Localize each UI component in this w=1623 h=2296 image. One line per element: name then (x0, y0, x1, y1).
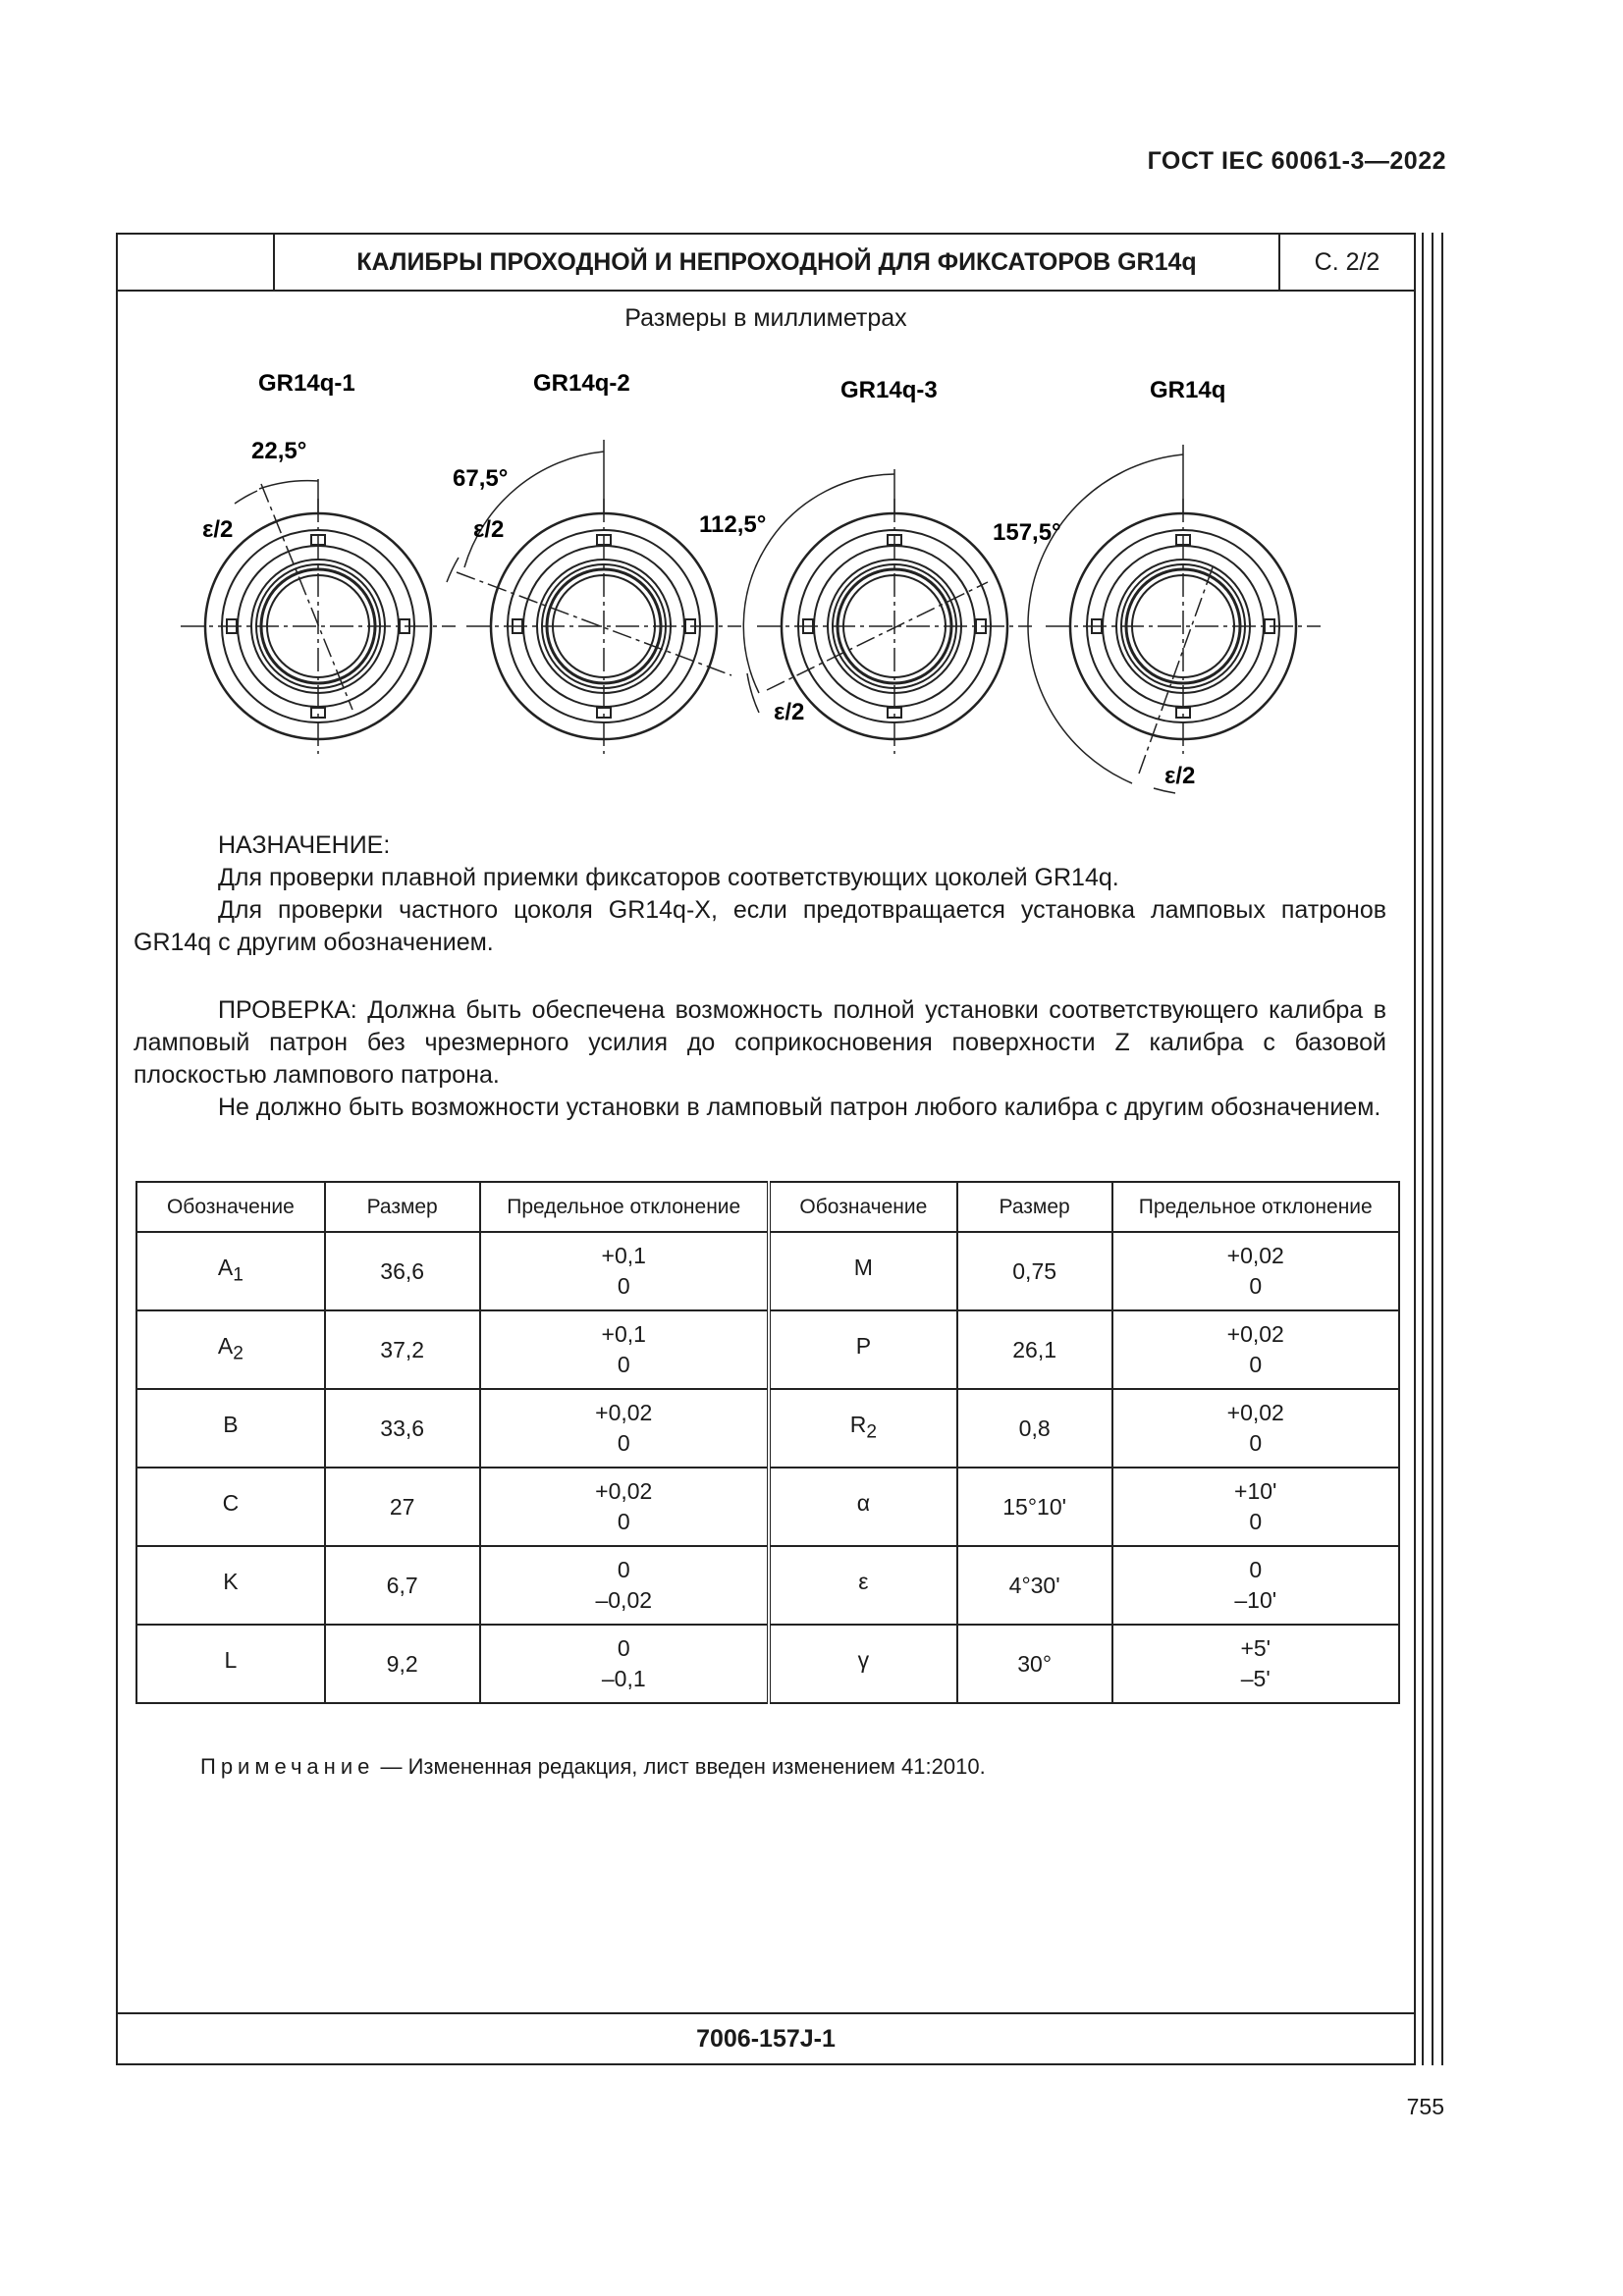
designation: P (769, 1310, 957, 1389)
tolerance: +0,02 0 (1112, 1310, 1399, 1389)
gauge-2-eps: ε/2 (473, 516, 505, 543)
sheet-code: 7006-157J-1 (118, 2012, 1414, 2063)
tolerance: 0 –0,02 (480, 1546, 769, 1625)
designation: α (769, 1468, 957, 1546)
check-text-1: ПРОВЕРКА: Должна быть обеспечена возможность полной установки соответствующего калибра в ламповый патрон без чрезмерного усилия до соприкосновения поверхности Z калибра с базовой плоскостью лампового патрона. (134, 996, 1386, 1089)
designation: $R_2$ (769, 1389, 957, 1468)
tolerance: +0,1 0 (480, 1232, 769, 1310)
size: 9,2 (325, 1625, 480, 1703)
purpose-heading: НАЗНАЧЕНИЕ: (218, 831, 391, 859)
designation: B (136, 1389, 325, 1468)
gauge-1-eps: ε/2 (202, 516, 234, 543)
size: 0,8 (957, 1389, 1112, 1468)
size: 27 (325, 1468, 480, 1546)
units-note: Размеры в миллиметрах (624, 304, 907, 332)
col-size: Размер (325, 1182, 480, 1232)
col-designation-2: Обозначение (769, 1182, 957, 1232)
col-tolerance-2: Предельное отклонение (1112, 1182, 1399, 1232)
tolerance: +0,02 0 (480, 1389, 769, 1468)
table-header-row (136, 1182, 1399, 1232)
designation: $A_2$ (136, 1310, 325, 1389)
table-row (136, 1310, 1399, 1389)
tolerance: +5' –5' (1112, 1625, 1399, 1703)
purpose-line-1: Для проверки плавной приемки фиксаторов соответствующих цоколей GR14q. (218, 864, 1119, 891)
gauge-3-title: GR14q-3 (840, 377, 938, 403)
tolerance: +0,02 0 (480, 1468, 769, 1546)
size: 26,1 (957, 1310, 1112, 1389)
check-section (116, 994, 1416, 1124)
size: 36,6 (325, 1232, 480, 1310)
standard-number: ГОСТ IEC 60061-3—2022 (1147, 147, 1446, 175)
purpose-line-2: Для проверки частного цоколя GR14q-X, если предотвращается установка ламповых патронов GR14q с другим обозначением. (134, 896, 1386, 956)
gauge-3-eps: ε/2 (774, 699, 805, 725)
sheet-page: С. 2/2 (1314, 247, 1380, 276)
designation: $A_1$ (136, 1232, 325, 1310)
table-row (136, 1389, 1399, 1468)
sheet-title: КАЛИБРЫ ПРОХОДНОЙ И НЕПРОХОДНОЙ ДЛЯ ФИКСАТОРОВ GR14q (275, 235, 1280, 290)
note-label: Примечание (200, 1754, 375, 1779)
tolerance: 0 –10' (1112, 1546, 1399, 1625)
table-row (136, 1468, 1399, 1546)
designation: γ (769, 1625, 957, 1703)
designation: L (136, 1625, 325, 1703)
gauge-3-angle: 112,5° (699, 511, 767, 538)
size: 0,75 (957, 1232, 1112, 1310)
col-designation: Обозначение (136, 1182, 325, 1232)
tolerance: 0 –0,1 (480, 1625, 769, 1703)
table-row (136, 1546, 1399, 1625)
designation: M (769, 1232, 957, 1310)
gauge-4-angle: 157,5° (993, 519, 1061, 546)
tolerance: +0,02 0 (1112, 1389, 1399, 1468)
size: 6,7 (325, 1546, 480, 1625)
size: 30° (957, 1625, 1112, 1703)
size: 37,2 (325, 1310, 480, 1389)
note-text: — Измененная редакция, лист введен изменением 41:2010. (374, 1754, 986, 1779)
gauge-1-title: GR14q-1 (258, 370, 355, 397)
table-row (136, 1625, 1399, 1703)
size: 15°10' (957, 1468, 1112, 1546)
note (200, 1754, 986, 1780)
gauge-diagrams (116, 358, 1416, 820)
page-number: 755 (1406, 2094, 1444, 2119)
frame-side-bars (1422, 233, 1445, 2065)
gauge-2-title: GR14q-2 (533, 370, 630, 397)
gauge-4-title: GR14q (1150, 377, 1226, 403)
designation: ε (769, 1546, 957, 1625)
tolerance: +10' 0 (1112, 1468, 1399, 1546)
table-row (136, 1232, 1399, 1310)
header-empty-cell (118, 235, 275, 290)
designation: C (136, 1468, 325, 1546)
purpose-section (116, 829, 1416, 959)
gauge-1-angle: 22,5° (251, 438, 307, 464)
col-size-2: Размер (957, 1182, 1112, 1232)
gauge-4-eps: ε/2 (1164, 763, 1196, 789)
dimensions-table (135, 1181, 1400, 1704)
size: 4°30' (957, 1546, 1112, 1625)
size: 33,6 (325, 1389, 480, 1468)
sheet-header (118, 235, 1414, 292)
tolerance: +0,1 0 (480, 1310, 769, 1389)
col-tolerance: Предельное отклонение (480, 1182, 769, 1232)
tolerance: +0,02 0 (1112, 1232, 1399, 1310)
check-text-2: Не должно быть возможности установки в ламповый патрон любого калибра с другим обозначением. (218, 1094, 1381, 1121)
designation: K (136, 1546, 325, 1625)
gauge-2-angle: 67,5° (453, 465, 509, 492)
